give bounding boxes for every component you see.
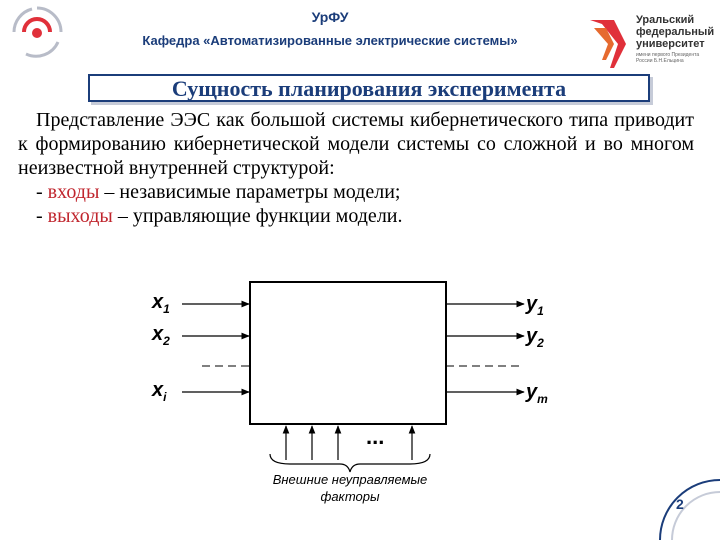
factors-caption-line1: Внешние неуправляемые [272,472,428,487]
department-logo [6,2,68,60]
urfu-logo-text: Уральский федеральный университет [636,14,715,50]
department-name: Кафедра «Автоматизированные электрические системы» [142,33,518,48]
intro-paragraph: Представление ЭЭС как большой системы кибернетического типа приводит к формированию кибернетической модели системы со сложной и во многом неизвестной внутренней структурой: [18,109,694,179]
factors-caption-line2: факторы [320,489,380,504]
system-box [250,282,446,424]
page-corner-decoration [630,455,720,540]
input-x1-label: $x_1$ [152,291,170,316]
page-number: 2 [676,496,684,512]
output-y2-label: $y_2$ [526,325,544,350]
black-box-diagram [140,278,570,510]
term-outputs: выходы [47,205,113,227]
input-x2-label: $x_2$ [152,323,170,348]
disturbance-ellipsis: ... [366,424,385,449]
term-inputs: входы [47,181,100,203]
list-item-inputs: - входы – независимые параметры модели; [36,181,401,203]
slide-body [18,108,694,228]
header-title [70,8,590,50]
org-name: УрФУ [311,9,349,25]
list-item-outputs: - выходы – управляющие функции модели. [36,205,403,227]
urfu-logo-subtext: имени первого Президента России Б.Н.Ельцина [636,52,700,64]
input-xi-label: $x_i$ [152,379,167,404]
slide-title-box [88,74,650,102]
output-ym-label: $y_m$ [526,381,548,406]
output-y1-label: $y_1$ [526,293,544,318]
slide-title: Сущность планирования эксперимента [171,76,567,101]
factors-brace [270,454,430,472]
